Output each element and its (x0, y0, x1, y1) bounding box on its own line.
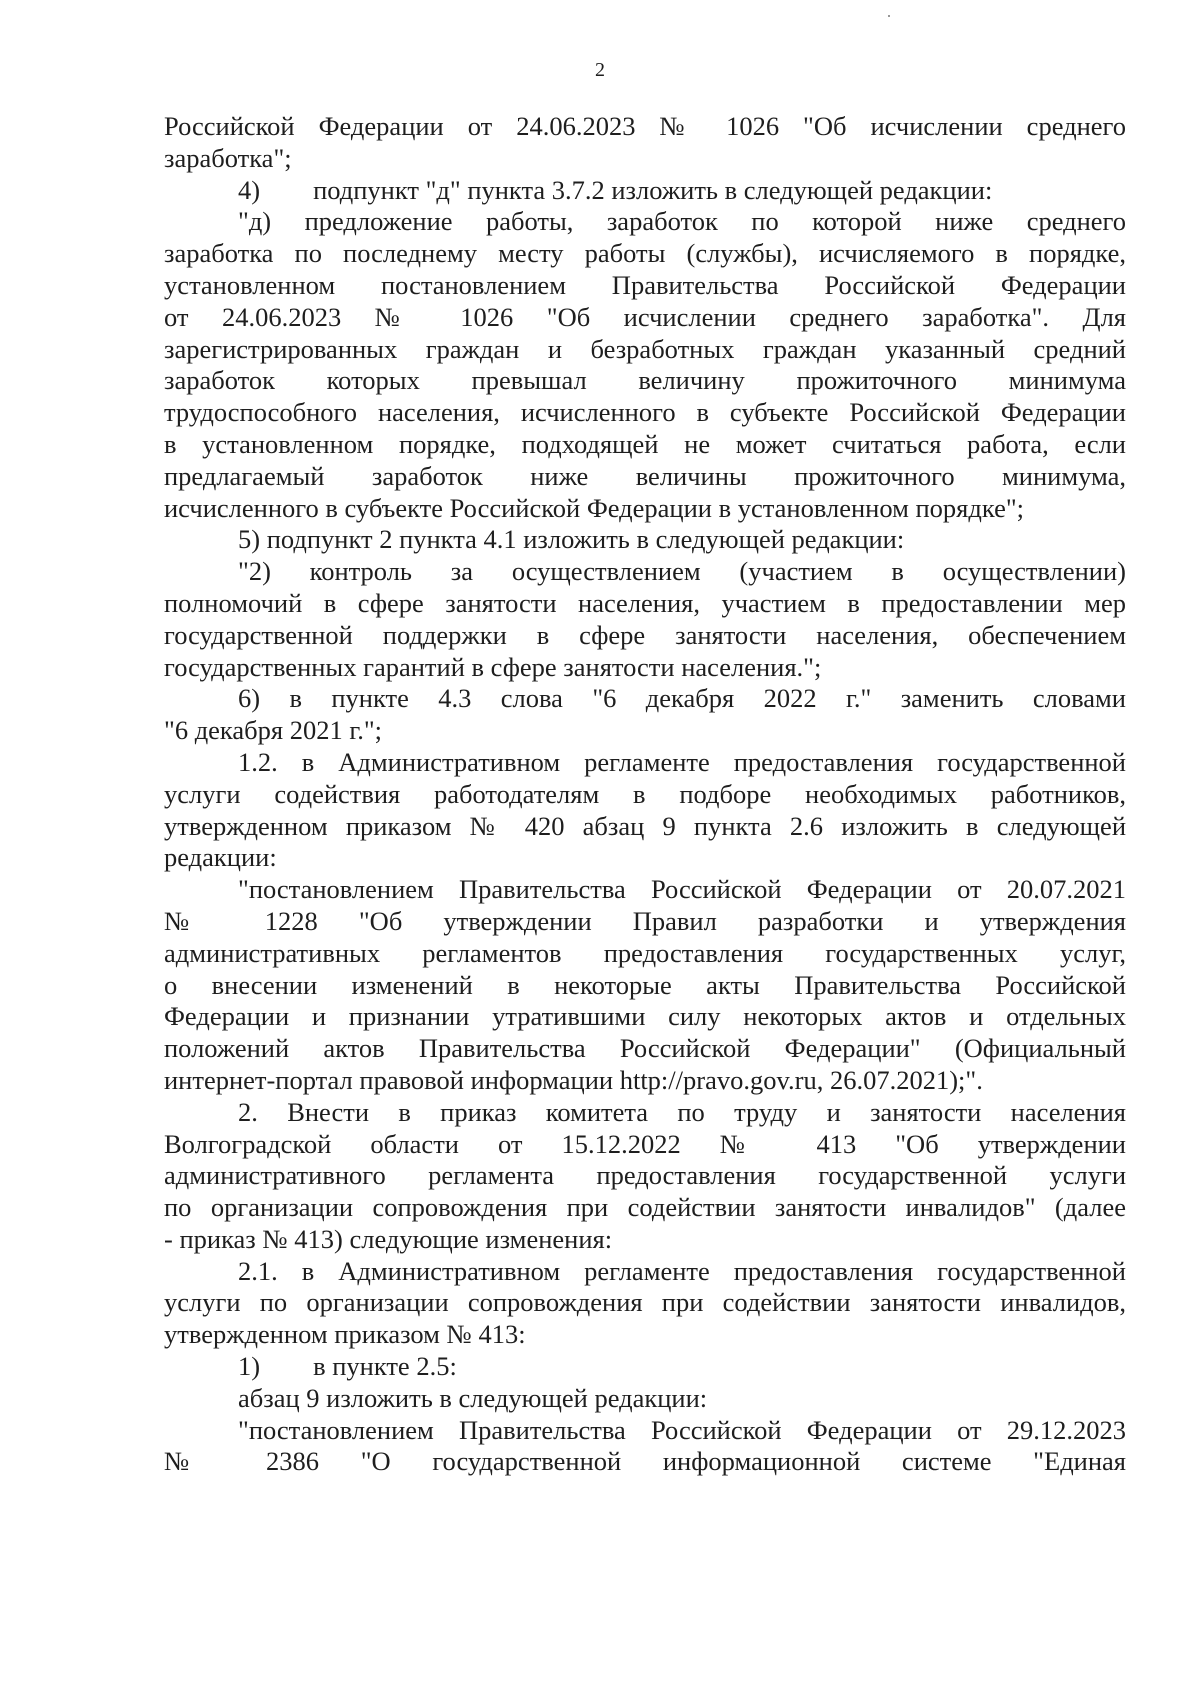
text-line: интернет-портал правовой информации http://pravo.gov.ru, 26.07.2021);". (164, 1064, 983, 1095)
text-line: услуги содействия работодателям в подборе необходимых работников, (164, 778, 1126, 809)
text-line: государственной поддержки в сфере занятости населения, обеспечением (164, 619, 1126, 650)
text-line: 5) подпункт 2 пункта 4.1 изложить в следующей редакции: (238, 524, 905, 555)
text-line: заработок которых превышал величину прожиточного минимума (164, 365, 1126, 396)
text-line: 6) в пункте 4.3 слова "6 декабря 2022 г." заменить словами (238, 683, 1126, 714)
text-line: 2.1. в Административном регламенте предоставления государственной (238, 1255, 1126, 1286)
scan-speck (888, 15, 890, 17)
text-line: утвержденном приказом № 420 абзац 9 пункта 2.6 изложить в следующей (164, 810, 1126, 841)
text-line: - приказ № 413) следующие изменения: (164, 1223, 613, 1254)
text-line: Волгоградской области от 15.12.2022 № 413 "Об утверждении (164, 1128, 1126, 1159)
text-line: 4) подпункт "д" пункта 3.7.2 изложить в следующей редакции: (238, 174, 993, 205)
text-line: Российской Федерации от 24.06.2023 № 1026 "Об исчислении среднего (164, 111, 1126, 141)
text-line: 1) в пункте 2.5: (238, 1351, 457, 1382)
text-line: административных регламентов предоставления государственных услуг, (164, 937, 1126, 968)
text-line: услуги по организации сопровождения при содействии занятости инвалидов, (164, 1287, 1126, 1318)
text-line: 1.2. в Административном регламенте предоставления государственной (238, 746, 1126, 777)
document-body (164, 111, 1126, 1478)
page-number: 2 (595, 59, 605, 81)
text-line: предлагаемый заработок ниже величины прожиточного минимума, (164, 460, 1126, 491)
text-line: утвержденном приказом № 413: (164, 1319, 526, 1350)
text-line: зарегистрированных граждан и безработных граждан указанный средний (164, 333, 1126, 364)
text-line: по организации сопровождения при содействии занятости инвалидов" (далее (164, 1192, 1126, 1223)
text-line: № 1228 "Об утверждении Правил разработки и утверждения (164, 905, 1126, 936)
text-line: редакции: (164, 842, 277, 873)
text-line: полномочий в сфере занятости населения, участием в предоставлении мер (164, 587, 1126, 618)
text-line: Федерации и признании утратившими силу некоторых актов и отдельных (164, 1001, 1126, 1032)
text-line: государственных гарантий в сфере занятости населения."; (164, 651, 822, 682)
text-line: установленном постановлением Правительства Российской Федерации (164, 269, 1126, 300)
text-line: о внесении изменений в некоторые акты Правительства Российской (164, 969, 1126, 1000)
text-line: заработка"; (164, 142, 292, 173)
text-line: № 2386 "О государственной информационной системе "Единая (164, 1446, 1126, 1477)
text-line: абзац 9 изложить в следующей редакции: (238, 1382, 708, 1413)
text-line: "6 декабря 2021 г."; (164, 715, 383, 746)
text-line: от 24.06.2023 № 1026 "Об исчислении среднего заработка". Для (164, 301, 1126, 332)
text-line: исчисленного в субъекте Российской Федерации в установленном порядке"; (164, 492, 1025, 523)
text-line: заработка по последнему месту работы (службы), исчисляемого в порядке, (164, 238, 1126, 269)
text-line: "постановлением Правительства Российской Федерации от 29.12.2023 (238, 1414, 1126, 1445)
text-line: административного регламента предоставления государственной услуги (164, 1160, 1126, 1191)
text-line: в установленном порядке, подходящей не может считаться работа, если (164, 428, 1126, 459)
text-line: "2) контроль за осуществлением (участием в осуществлении) (238, 556, 1126, 587)
text-line: 2. Внести в приказ комитета по труду и занятости населения (238, 1096, 1126, 1127)
text-line: положений актов Правительства Российской Федерации" (Официальный (164, 1033, 1126, 1064)
text-line: "д) предложение работы, заработок по которой ниже среднего (238, 206, 1126, 237)
text-line: трудоспособного населения, исчисленного в субъекте Российской Федерации (164, 397, 1126, 428)
text-line: "постановлением Правительства Российской Федерации от 20.07.2021 (238, 874, 1126, 905)
